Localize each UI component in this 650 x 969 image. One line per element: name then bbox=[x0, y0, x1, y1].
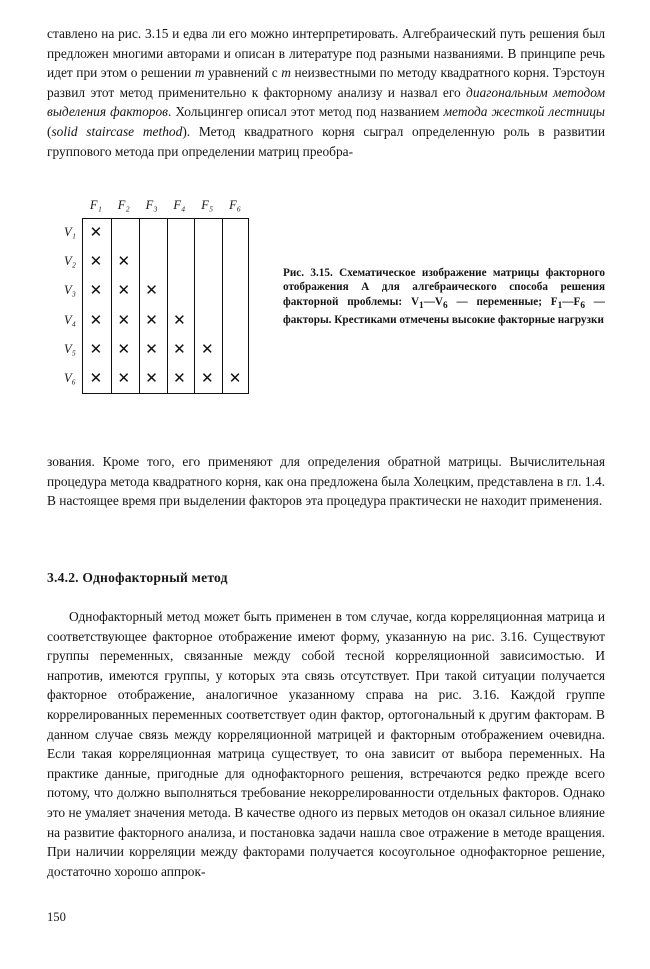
matrix-cell-mark: ✕ bbox=[117, 310, 131, 329]
figure-caption: Рис. 3.15. Схематическое изображение матрицы факторного отображения А для алгебраического способа решения факторной проблемы: $V_1—V_6$ — переменные; $F_1—F_6$ — факторы. Крестиками отмечены высокие факторные нагрузки bbox=[283, 267, 605, 327]
matrix-column-divider bbox=[194, 219, 195, 393]
matrix-cell-mark: ✕ bbox=[145, 310, 158, 329]
matrix-cell-mark: ✕ bbox=[145, 369, 158, 388]
matrix-row-label: V₄ bbox=[64, 312, 76, 327]
matrix-cell-mark: ✕ bbox=[89, 252, 103, 270]
paragraph-middle bbox=[47, 452, 605, 511]
matrix-column-label: F₄ bbox=[173, 198, 186, 212]
page-number: 150 bbox=[47, 910, 66, 924]
section-heading: 3.4.2. Однофакторный метод bbox=[47, 570, 228, 585]
matrix-column-label: F₁ bbox=[89, 198, 102, 212]
matrix-cell-mark: ✕ bbox=[173, 340, 186, 358]
matrix-cell-mark: ✕ bbox=[228, 369, 242, 388]
matrix-cell-mark: ✕ bbox=[89, 281, 103, 300]
paragraph-bottom bbox=[47, 607, 605, 881]
matrix-cell-mark: ✕ bbox=[200, 369, 214, 388]
matrix-cell-mark: ✕ bbox=[145, 281, 158, 300]
paragraph-top-text: ставлено на рис. 3.15 и едва ли его можно интерпретировать. Алгебраический путь решения был предложен многими авторами и описан в литературе под разными названиями. В принципе речь идет при этом о решении m уравнений с m неизвестными по методу квадратного корня. Тэрстоун развил этот метод применительно к факторному анализу и назвал его диагональным методом выделения факторов. Хольцингер описал этот метод под названием метода жесткой лестницы (solid staircase method). Метод квадратного корня сыграл определенную роль в развитии группового метода при определении матриц преобра- bbox=[47, 26, 606, 159]
matrix-cell-mark: ✕ bbox=[173, 369, 186, 388]
matrix-column-label: F₃ bbox=[145, 198, 158, 212]
matrix-cell-mark: ✕ bbox=[89, 222, 103, 241]
figure-3-15 bbox=[50, 196, 265, 401]
matrix-row-label: V₆ bbox=[64, 371, 76, 386]
matrix-column-divider bbox=[111, 219, 112, 393]
matrix-row-label: V₁ bbox=[64, 224, 76, 239]
matrix-row-label: V₅ bbox=[64, 342, 76, 356]
matrix-cell-mark: ✕ bbox=[173, 310, 186, 329]
matrix-column-divider bbox=[167, 219, 168, 393]
matrix-cell-mark: ✕ bbox=[200, 340, 214, 358]
matrix-cell-mark: ✕ bbox=[117, 252, 131, 270]
matrix-column-label: F₂ bbox=[117, 198, 130, 212]
matrix-cell-mark: ✕ bbox=[117, 369, 131, 388]
matrix-grid bbox=[82, 218, 249, 394]
matrix-column-label: F₅ bbox=[201, 198, 214, 212]
matrix-row-label: V₂ bbox=[64, 254, 76, 268]
matrix-cell-mark: ✕ bbox=[117, 340, 131, 358]
matrix-cell-mark: ✕ bbox=[145, 340, 158, 358]
matrix-column-divider bbox=[222, 219, 223, 393]
matrix-row-label: V₃ bbox=[64, 283, 76, 298]
matrix-cell-mark: ✕ bbox=[89, 310, 103, 329]
matrix-cell-mark: ✕ bbox=[89, 369, 103, 388]
paragraph-top bbox=[47, 24, 605, 161]
paragraph-middle-text: зования. Кроме того, его применяют для определения обратной матрицы. Вычислительная процедура метода квадратного корня, как она предложена была Холецким, представлена в гл. 1.4. В настоящее время при выделении факторов эта процедура практически не находит применения. bbox=[47, 454, 605, 509]
paragraph-bottom-text: Однофакторный метод может быть применен в том случае, когда корреляционная матрица и соответствующее факторное отображение имеют форму, указанную на рис. 3.16. Существуют группы переменных, связанные между собой тесной корреляционной зависимостью. И напротив, имеются группы, у которых эта связь отсутствует. При такой ситуации получается факторное отображение, аналогичное указанному справа на рис. 3.16. Каждой группе коррелированных переменных соответствует один фактор, ортогональный к другим факторам. В данном случае связь между корреляционной матрицей и факторным отображением очевидна. Если такая корреляционная матрица существует, то она зависит от выбора переменных. На практике данные, пригодные для однофакторного решения, встречаются редко прежде всего потому, что должно выполняться требование некоррелированности отдельных факторов. Однако это не умаляет значения метода. В качестве одного из первых методов он оказал сильное влияние на развитие факторного анализа, и постановка задачи нашла свое отражение в методе вращения. При наличии корреляции между факторами получается косоугольное однофакторное решение, достаточно хорошо аппрок- bbox=[47, 609, 605, 879]
matrix-column-divider bbox=[139, 219, 140, 393]
matrix-cell-mark: ✕ bbox=[89, 340, 103, 358]
matrix-cell-mark: ✕ bbox=[117, 281, 131, 300]
matrix-column-label: F₆ bbox=[229, 198, 242, 212]
